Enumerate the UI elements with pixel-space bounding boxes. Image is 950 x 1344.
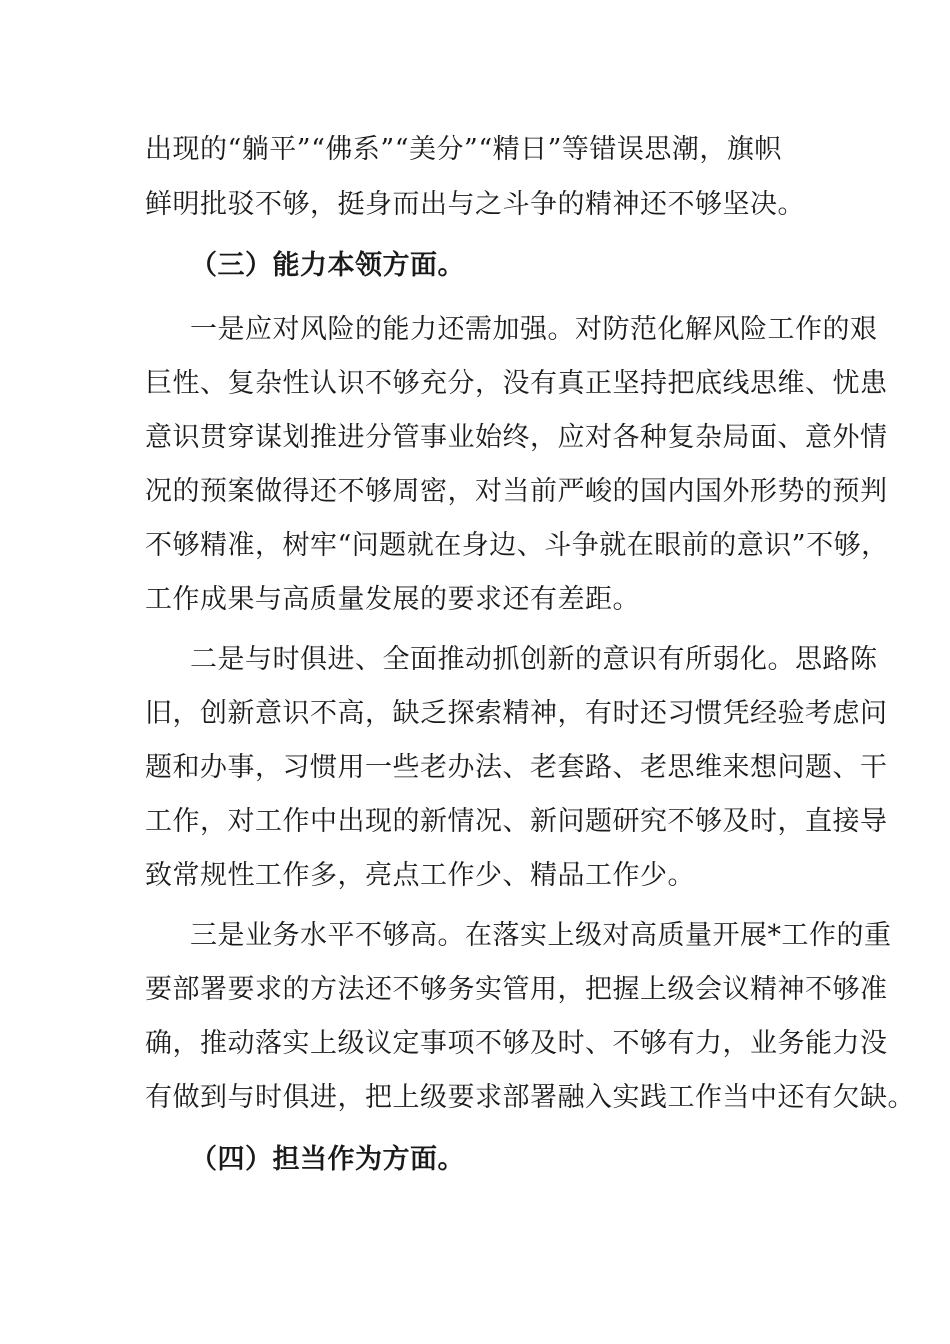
- paragraph-line: 要部署要求的方法还不够务实管用，把握上级会议精神不够准: [145, 974, 888, 1005]
- paragraph-line: 二是与时俱进、全面推动抓创新的意识有所弱化。思路陈: [190, 644, 878, 675]
- section-heading: （四）担当作为方面。: [190, 1144, 465, 1175]
- paragraph-line: 有做到与时俱进，把上级要求部署融入实践工作当中还有欠缺。: [145, 1082, 915, 1113]
- paragraph-line: 意识贯穿谋划推进分管事业始终，应对各种复杂局面、意外情: [145, 422, 888, 453]
- paragraph-line: 巨性、复杂性认识不够充分，没有真正坚持把底线思维、忧患: [145, 368, 888, 399]
- paragraph-line: 旧，创新意识不高，缺乏探索精神，有时还习惯凭经验考虑问: [145, 698, 888, 729]
- paragraph-line: 工作，对工作中出现的新情况、新问题研究不够及时，直接导: [145, 806, 888, 837]
- paragraph-line: 三是业务水平不够高。在落实上级对高质量开展*工作的重: [190, 920, 892, 951]
- paragraph-line: 不够精准，树牢“问题就在身边、斗争就在眼前的意识”不够，: [145, 530, 889, 561]
- paragraph-line: 况的预案做得还不够周密，对当前严峻的国内国外形势的预判: [145, 476, 888, 507]
- paragraph-line: 一是应对风险的能力还需加强。对防范化解风险工作的艰: [190, 314, 878, 345]
- paragraph-line: 致常规性工作多，亮点工作少、精品工作少。: [145, 860, 695, 891]
- paragraph-line: 确，推动落实上级议定事项不够及时、不够有力，业务能力没: [145, 1028, 888, 1059]
- paragraph-line: 题和办事，习惯用一些老办法、老套路、老思维来想问题、干: [145, 752, 888, 783]
- paragraph-line: 工作成果与高质量发展的要求还有差距。: [145, 584, 640, 615]
- section-heading: （三）能力本领方面。: [190, 250, 465, 281]
- paragraph-line: 出现的“躺平”“佛系”“美分”“精日”等错误思潮，旗帜: [145, 134, 782, 165]
- paragraph-line: 鲜明批驳不够，挺身而出与之斗争的精神还不够坚决。: [145, 189, 805, 220]
